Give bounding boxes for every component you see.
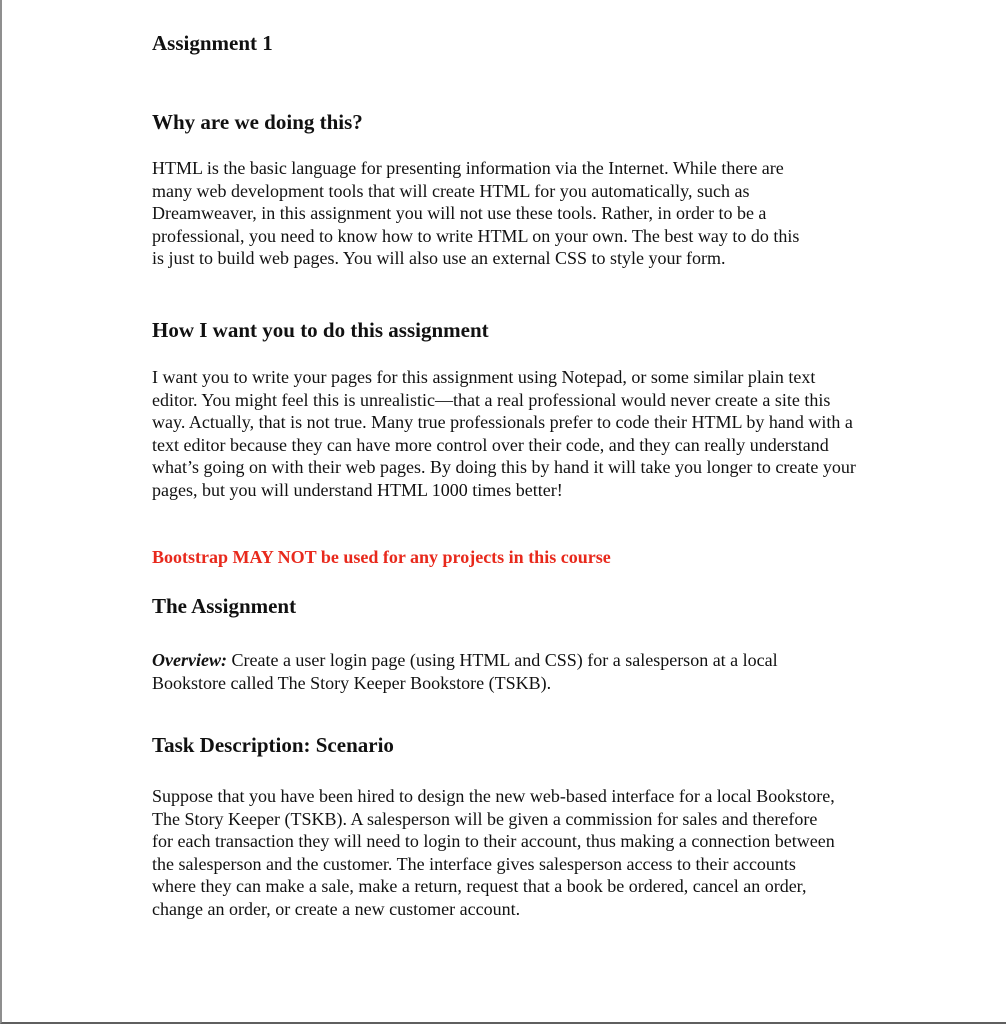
why-body: HTML is the basic language for presenting information via the Internet. While there are many web development tools that will create HTML for you automatically, such as Dreamweaver, in this assignment you will not use these tools. Rather, in order to be a professional, you need to know how to write HTML on your own. The best way to do this is just to build web pages. You will also use an external CSS to style your form. bbox=[152, 158, 800, 269]
how-heading-block bbox=[152, 317, 872, 343]
overview-label: Overview: bbox=[152, 650, 227, 670]
overview-paragraph bbox=[152, 649, 852, 694]
bootstrap-warning: Bootstrap MAY NOT be used for any projects in this course bbox=[152, 547, 611, 567]
why-heading: Why are we doing this? bbox=[152, 110, 363, 134]
overview-text: Create a user login page (using HTML and CSS) for a salesperson at a local Bookstore called The Story Keeper Bookstore (TSKB). bbox=[152, 650, 778, 693]
task-body-block bbox=[152, 785, 842, 921]
task-heading-block bbox=[152, 732, 872, 758]
how-heading: How I want you to do this assignment bbox=[152, 318, 489, 342]
document-title-block bbox=[152, 30, 872, 56]
assignment-heading-block bbox=[152, 593, 872, 619]
assignment-heading: The Assignment bbox=[152, 594, 297, 618]
overview-block bbox=[152, 649, 852, 694]
why-heading-block bbox=[152, 109, 872, 135]
bootstrap-warning-block bbox=[152, 546, 872, 568]
document-title: Assignment 1 bbox=[152, 31, 273, 55]
how-body-block bbox=[152, 366, 860, 502]
how-body: I want you to write your pages for this assignment using Notepad, or some similar plain text editor. You might feel this is unrealistic—that a real professional would never create a site this way. Actually, that is not true. Many true professionals prefer to code their HTML by hand with a text editor because they can have more control over their code, and they can really understand what’s going on with their web pages. By doing this by hand it will take you longer to create your pages, but you will understand HTML 1000 times better! bbox=[152, 367, 856, 500]
task-heading: Task Description: Scenario bbox=[152, 733, 394, 757]
why-body-block bbox=[152, 157, 812, 270]
task-body: Suppose that you have been hired to design the new web-based interface for a local Bookstore, The Story Keeper (TSKB). A salesperson will be given a commission for sales and therefore for each transaction they will need to login to their account, thus making a connection between the salesperson and the customer. The interface gives salesperson access to their accounts where they can make a sale, make a return, request that a book be ordered, cancel an order, change an order, or create a new customer account. bbox=[152, 786, 835, 919]
